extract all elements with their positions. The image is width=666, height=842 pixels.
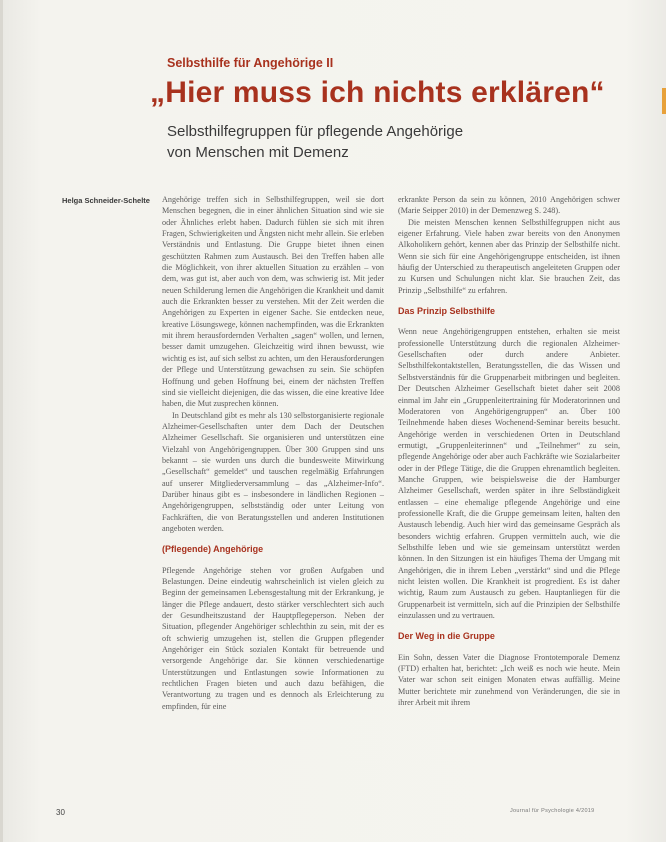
subheading: (Pflegende) Angehörige bbox=[162, 544, 264, 555]
paragraph: Ein Sohn, dessen Vater die Diagnose Frontotemporale Demenz (FTD) erhalten hat, berichtet: „Ich weiß es noch wie heute. Mein Vater war schon seit einigen Monaten etwas auffällig. Meine Mutter berichtete mir zunehmend von Veränderungen, die sie in ihrer Arbeit mit ihrem bbox=[398, 652, 620, 708]
article-subhead bbox=[167, 121, 607, 163]
section-accent-bar bbox=[662, 88, 666, 114]
subhead-line: von Menschen mit Demenz bbox=[167, 144, 349, 161]
paragraph: Pflegende Angehörige stehen vor großen Aufgaben und Belastungen. Deine eindeutig wahrscheinlich ist vielen gleich zu Beginn der gemeinsamen Lebensgestaltung mit der Erkrankung, je länger die Pflege andauert, desto stärker verschlechtert sich auch der Gesundheitszustand der Hauptpflegeperson. Neben der Situation, pflegender Angehöriger schlechthin zu sein, mit der es oft schwierig umzugehen ist, stellen die Gruppen pflegender Angehöriger ein Stück sozialen Kontakt für betreuende und versorgende Angehörige dar. Sie können verschiedenartige Unterstützungen und Entlastungen sowie Informationen zu rechtlichen Fragen bieten und auch dazu befähigen, die Verantwortung zu tragen und es dennoch als Erleichterung zu empfinden, für eine bbox=[162, 565, 384, 711]
text-column-right bbox=[398, 194, 620, 814]
section-kicker: Selbsthilfe für Angehörige II bbox=[167, 56, 334, 70]
article-headline: „Hier muss ich nichts erklären“ bbox=[150, 76, 605, 109]
subheading: Das Prinzip Selbsthilfe bbox=[398, 306, 496, 317]
paragraph: In Deutschland gibt es mehr als 130 selbstorganisierte regionale Alzheimer-Gesellschaften unter dem Dach der Deutschen Alzheimer Gesellschaft. Sie organisieren und unterstützen eine Vielzahl von Angehörigengruppen. Über 300 Gruppen sind uns bekannt – sie wurden uns durch die bundesweite Mitwirkung „Gesellschaft“ gemeldet“ und tauschen regelmäßig Erfahrungen auf unserer Mitgliederversammlung – das „Alzheimer-Info“. Darüber hinaus gibt es – insbesondere in ländlichen Regionen – Angehörigengruppen, selbstständig oder unter Leitung von Fachkräften, die von Beratungsstellen und anderen Institutionen angeboten werden. bbox=[162, 410, 384, 533]
page-number: 30 bbox=[56, 808, 65, 817]
subhead-line: Selbsthilfegruppen für pflegende Angehörige bbox=[167, 123, 464, 140]
paragraph: Angehörige treffen sich in Selbsthilfegruppen, weil sie dort Menschen begegnen, die in einer ähnlichen Situation sind wie sie oder Ähnliches erlebt haben. Dadurch fühlen sie sich mit ihren Fragen, Schwierigkeiten und Ängsten nicht mehr allein. Sie erleben Verständnis und Entlastung. Die Gruppe bietet ihnen einen geschützten Rahmen zum Austausch. Bei den Treffen haben alle die Möglichkeit, von ihrer aktuellen Situation zu erzählen – von dem, was gut ist, aber auch von dem, was schwierig ist. Mit jeder neuen Schilderung lernen die Angehörigen die Krankheit und damit auch die Erkrankten besser zu verstehen. Mit der Zeit werden die Angehörigen zu Experten in eigener Sache. Sie entdecken neue, kreative Lösungswege, können nachempfinden, was die Erkrankten mit ihrem herausfordernden Verhalten „sagen“ wollen, und lernen, besser damit umzugehen. Gleichzeitig wird ihnen bewusst, wie wichtig es ist, auf sich selbst zu achten, um den Herausforderungen der Pflege und Unterstützung gewachsen zu sein. Sie schöpfen Hoffnung und geben Hoffnung bei, einem der nächsten Treffen sind sie vielleicht diejenigen, die das wissen, die eine kreative Idee haben, die Mut zusprechen können. bbox=[162, 195, 384, 409]
author-name: Helga Schneider-Schelte bbox=[62, 196, 150, 205]
paragraph: Die meisten Menschen kennen Selbsthilfegruppen nicht aus eigener Erfahrung. Viele haben zwar bereits von den Anonymen Alkoholikern gehört, kennen aber das Prinzip der Selbsthilfe nicht. Wenn sie sich für eine Angehörigengruppe entscheiden, ist ihnen häufig der Unterschied zu therapeutisch angeleiteten Gruppen oder zu Kursen und Schulungen nicht klar. Sie brauchen Zeit, das Prinzip „Selbsthilfe“ zu erfahren. bbox=[398, 217, 620, 295]
paragraph: erkrankte Person da sein zu können, 2010 Angehörigen schwer (Marie Seipper 2010) in der Demenzweg S. 248). bbox=[398, 195, 620, 216]
page-binding-edge bbox=[0, 0, 3, 842]
paragraph: Wenn neue Angehörigengruppen entstehen, erhalten sie meist professionelle Unterstützung durch die regionalen Alzheimer-Gesellschaften oder durch andere Anbieter. Selbsthilfekontaktstellen, Beratungsstellen, die das Wissen und Selbstverständnis für die Gruppenarbeit mitbringen und begleiten. Der Deutschen Alzheimer Gesellschaft bietet daher seit 2008 einmal im Jahr ein „Gruppenleitertraining für Moderatorinnen und Moderatoren von Angehörigengruppen“ an. Über 100 Teilnehmende haben dieses Wochenend-Seminar bereits besucht. Angehörige werden in verschiedenen Orten in Deutschland ermutigt, „Gruppenleiterinnen“ und „Teilnehmer“ zu sein, pflegende Angehörige oder aber auch Fachkräfte wie Sozialarbeiter oder in der Pflege Tätige, die die Gruppen ehrenamtlich begleiten. Manche Gruppen, wie beispielsweise die der Hamburger Alzheimer Gesellschaft, werden später in ihre Selbständigkeit entlassen – eine ehemalige pflegende Angehörige und eine professionelle Kraft, die die Gruppe gemeinsam leiten, halten den Austausch lebendig. Auch hier wird das gemeinsame Gespräch als besonders wichtig erfahren. Gruppen vermitteln auch, wie die Selbsthilfe leben und wie sie gemeinsam unterstützt werden können. In den Sitzungen ist ein häufiges Thema der Umgang mit Angehörigen, die in ihrem Leben „verstärkt“ sind und die Pflege nicht leisten wollen. Die Krankheit ist progredient. Es ist daher wichtig, Raum zum Austausch zu geben. Hauptanliegen für die Gruppenarbeit ist vermitteln, sich auf die Prinzipien der Selbsthilfe einzulassen und zu vertrauen. bbox=[398, 327, 620, 621]
subheading: Der Weg in die Gruppe bbox=[398, 631, 495, 642]
footer-source: Journal für Psychologie 4/2019 bbox=[510, 808, 595, 814]
text-column-left bbox=[162, 194, 384, 814]
